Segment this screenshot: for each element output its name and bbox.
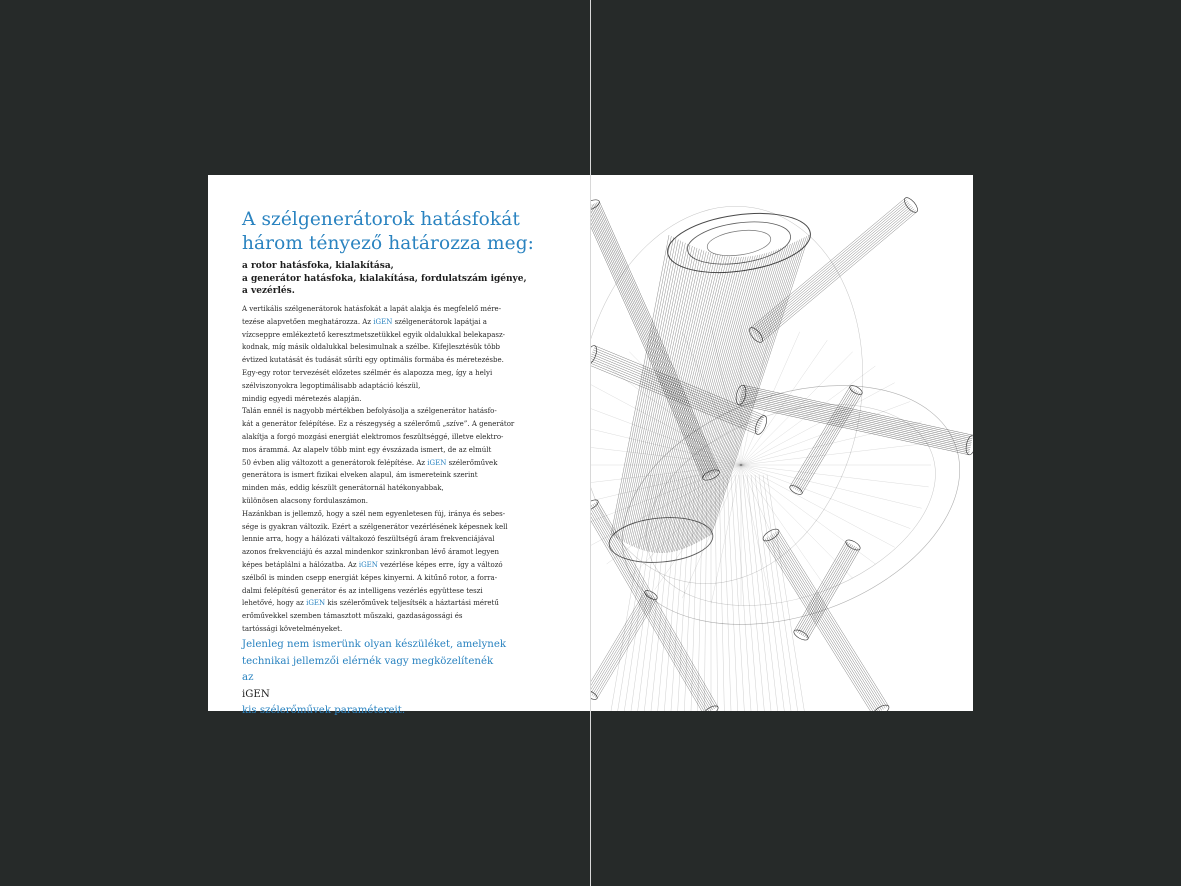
- text-line: mos árammá. Az alapelv több mint egy évszázada ismert, de az elmúlt: [242, 445, 492, 454]
- paragraph-rotor: [242, 303, 562, 405]
- text-line: mindig egyedi méretezés alapján.: [242, 394, 362, 403]
- text-line: [242, 316, 562, 329]
- text-line: [242, 559, 562, 572]
- text-line: kát a generátor felépítése. Ez a részegység a szélerőmű „szíve”. A generátor: [242, 420, 515, 429]
- text-line: minden más, eddig készült generátornál hatékonyabbak,: [242, 484, 444, 493]
- text-segment: 50 évben alig változott a generátorok felépítése. Az: [242, 458, 428, 467]
- text-line: A vertikális szélgenerátorok hatásfokát a lapát alakja és megfelelő mére-: [242, 305, 502, 313]
- closing-statement: [242, 637, 572, 720]
- heading-line-1: A szélgenerátorok hatásfokát: [242, 209, 520, 230]
- text-line: tartóssági követelményeket.: [242, 624, 343, 633]
- text-line: sége is gyakran változik. Ezért a szélgenerátor vezérlésének képesnek kell: [242, 522, 508, 531]
- closing-line-2: technikai jellemzői elérnék vagy megközelítenék: [242, 655, 494, 667]
- brand-name: iGEN: [306, 599, 326, 608]
- brand-name: iGEN: [358, 560, 378, 569]
- text-line: szélből is minden csepp energiát képes kinyerni. A kitűnő rotor, a forra-: [242, 573, 498, 582]
- text-line: azonos frekvenciájú és azzal mindenkor szinkronban lévő áramot legyen: [242, 548, 500, 557]
- text-line: különösen alacsony fordulaszámon.: [242, 496, 368, 505]
- text-line: vízcseppre emlékeztető keresztmetszetükkel egyik oldalukkal belekapasz-: [242, 330, 506, 339]
- paragraph-generator: [242, 405, 562, 507]
- text-line: [242, 597, 562, 610]
- text-line: kodnak, míg másik oldalukkal belesimulnak a szélbe. Kifejlesztésük több: [242, 343, 501, 352]
- right-page: [591, 175, 973, 711]
- subheading-line-1: a rotor hatásfoka, kialakítása,: [242, 261, 394, 271]
- text-line: szélviszonyokra legoptimálisabb adaptáció készül,: [242, 381, 421, 390]
- text-line: Talán ennél is nagyobb mértékben befolyásolja a szélgenerátor hatásfo-: [242, 407, 497, 416]
- brand-name: iGEN: [427, 458, 447, 467]
- text-segment: képes betáplálni a hálózatba. Az: [242, 560, 359, 569]
- text-segment: szélgenerátorok lapátjai a: [392, 317, 487, 326]
- closing-line-3: [242, 670, 572, 720]
- text-line: évtized kutatását és tudását sűríti egy optimális formába és méretezésbe.: [242, 356, 504, 365]
- subheading-line-2: a generátor hatásfoka, kialakítása, fordulatszám igénye,: [242, 273, 527, 284]
- body-text: [242, 303, 562, 636]
- text-line: generátora is ismert fizikai elveken alapul, ám ismereteink szerint: [242, 471, 478, 480]
- text-line: erőművekkel szemben támasztott műszaki, gazdaságossági és: [242, 612, 463, 621]
- brand-name: iGEN: [242, 688, 270, 700]
- brand-name: iGEN: [373, 317, 393, 326]
- spread-fold-line: [590, 0, 591, 886]
- text-line: alakítja a forgó mozgási energiát elektromos feszültséggé, illetve elektro-: [242, 432, 504, 441]
- paragraph-control: [242, 508, 562, 636]
- text-segment: lehetővé, hogy az: [242, 599, 307, 608]
- page-heading: [242, 208, 572, 256]
- text-line: dalmi felépítésű generátor és az intelligens vezérlés együttese teszi: [242, 586, 483, 595]
- text-segment: tezése alapvetően meghatározza. Az: [242, 317, 374, 326]
- left-page: [208, 175, 591, 716]
- text-line: Hazánkban is jellemző, hogy a szél nem egyenletesen fúj, iránya és sebes-: [242, 509, 506, 518]
- text-line: [242, 457, 562, 470]
- wireframe-turbine-illustration: [591, 175, 973, 711]
- text-segment: vezérlése képes erre, így a változó: [377, 560, 503, 569]
- subheading-line-3: a vezérlés.: [242, 286, 295, 296]
- closing-line-1: Jelenleg nem ismerünk olyan készüléket, amelynek: [242, 639, 507, 650]
- text-segment: kis szélerőművek paramétereit.: [242, 705, 406, 716]
- text-segment: az: [242, 672, 254, 683]
- text-segment: szélerőművek: [446, 458, 498, 467]
- text-line: lennie arra, hogy a hálózati váltakozó feszültségű áram frekvenciájával: [242, 535, 495, 544]
- subheading: [242, 260, 572, 298]
- heading-line-2: három tényező határozza meg:: [242, 233, 534, 254]
- text-line: Egy-egy rotor tervezését előzetes szélmér és alapozza meg, így a helyi: [242, 368, 493, 377]
- text-segment: kis szélerőművek teljesítsék a háztartási méretű: [325, 599, 499, 608]
